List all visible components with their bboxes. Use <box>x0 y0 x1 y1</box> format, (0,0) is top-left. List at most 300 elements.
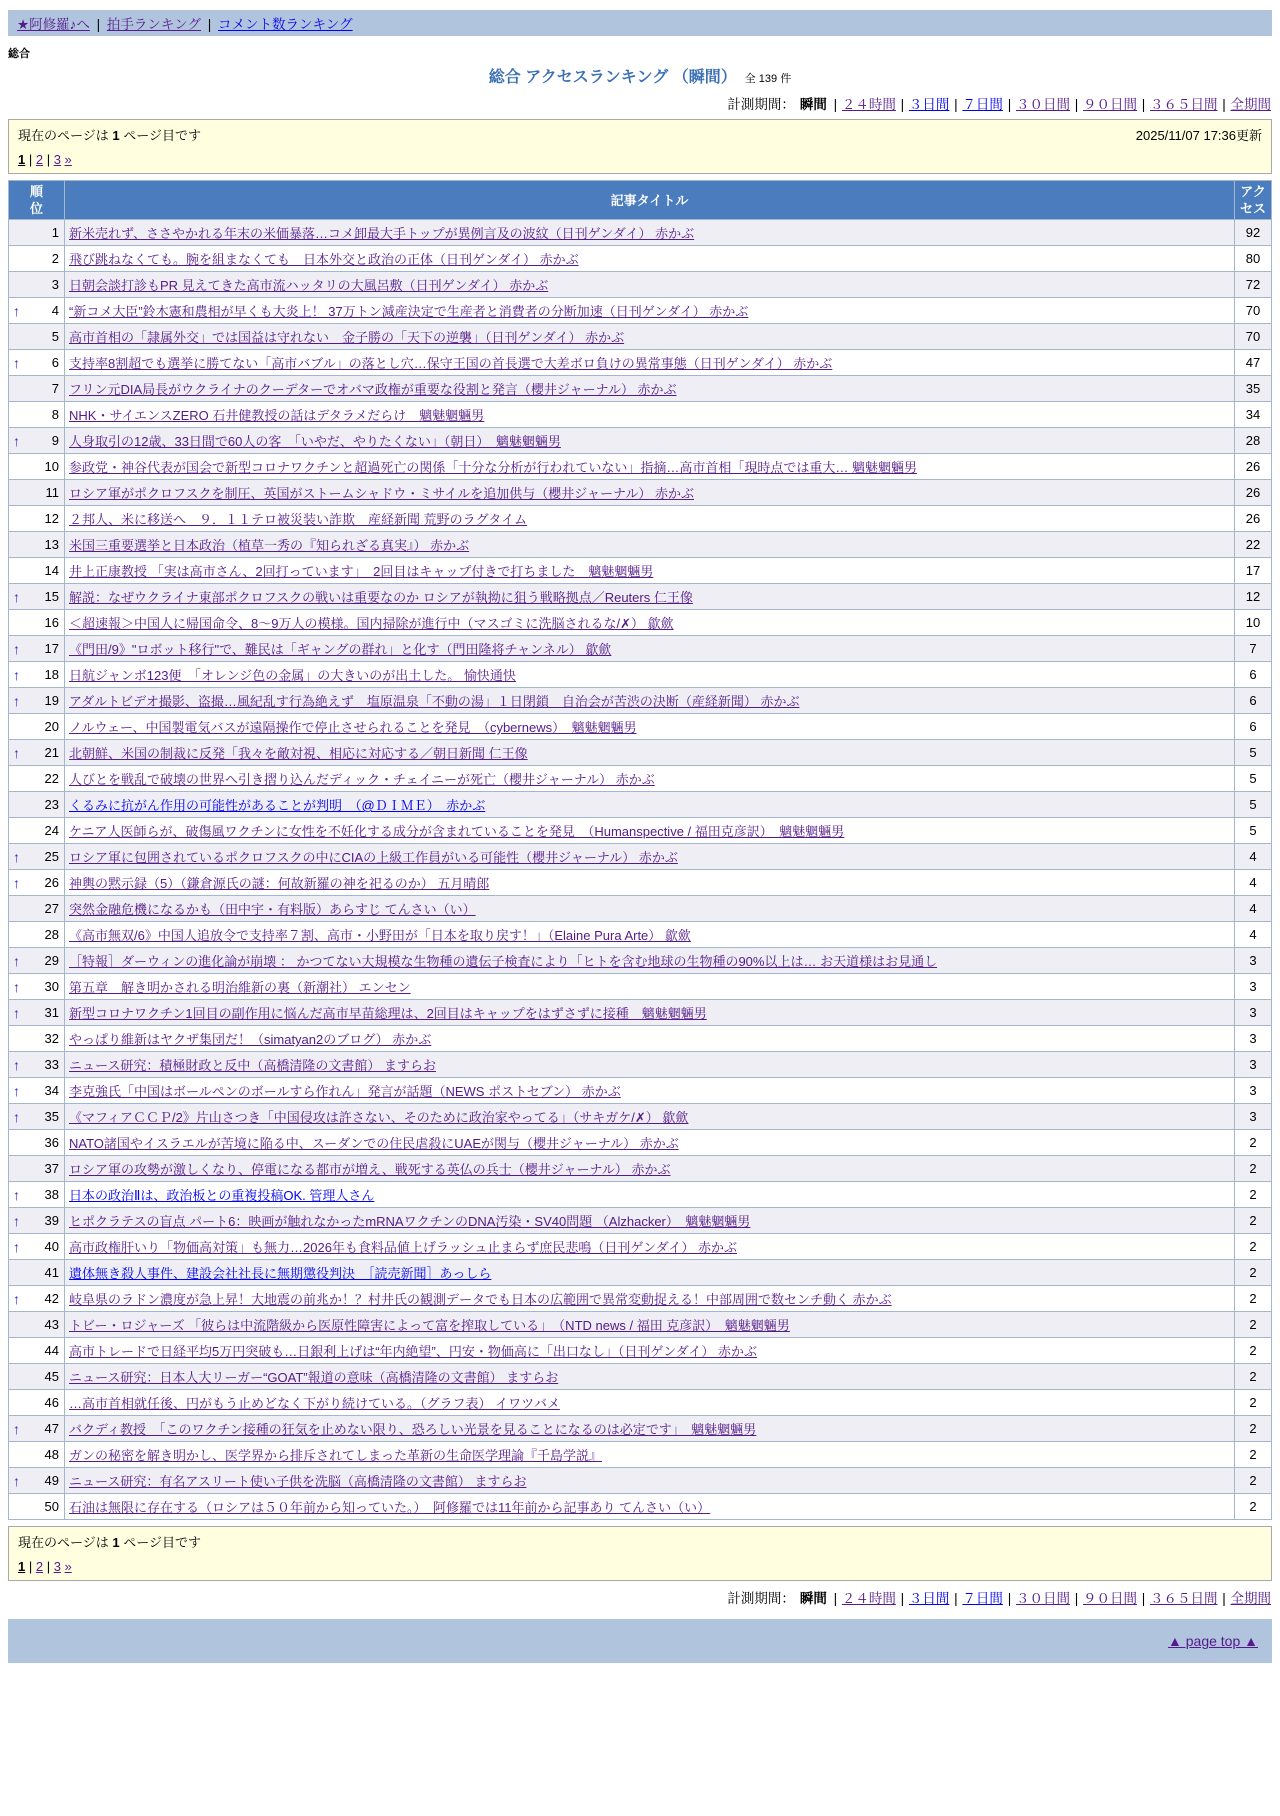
article-title-cell <box>65 558 1235 584</box>
rank-cell <box>9 350 65 376</box>
table-row <box>9 688 1272 714</box>
page-top-link[interactable]: ▲ page top ▲ <box>1168 1633 1258 1649</box>
article-link[interactable]: ニュース研究：積極財政と反中（高橋清隆の文書館） ますらお <box>69 1058 436 1073</box>
article-link[interactable]: 高市政権肝いり「物価高対策」も無力…2026年も食料品値上げラッシュ止まらず庶民悲鳴（日刊ゲンダイ） 赤かぶ <box>69 1240 737 1255</box>
current-page-after: ページ目です <box>119 1535 201 1550</box>
article-link[interactable]: 石油は無限に存在する（ロシアは５０年前から知っていた。） 阿修羅では11年前から記事あり てんさい（い） <box>69 1500 711 1515</box>
table-row <box>9 1104 1272 1130</box>
rank-number: 7 <box>51 381 59 396</box>
table-row <box>9 948 1272 974</box>
article-title-cell <box>65 1286 1235 1312</box>
article-link[interactable]: 米国三重要選挙と日本政治（植草一秀の『知られざる真実』） 赤かぶ <box>69 538 470 553</box>
access-count: 4 <box>1235 896 1272 922</box>
period-link[interactable]: ２４時間 <box>841 97 896 112</box>
article-link[interactable]: ロシア軍の攻勢が激しくなり、停電になる都市が増え、戦死する英仏の兵士（櫻井ジャーナル） 赤かぶ <box>69 1162 671 1177</box>
article-link[interactable]: NATO諸国やイスラエルが苦境に陥る中、スーダンでの住民虐殺にUAEが関与（櫻井ジャーナル） 赤かぶ <box>69 1136 679 1151</box>
article-link[interactable]: くるみに抗がん作用の可能性があることが判明 （@ＤＩＭＥ） 赤かぶ <box>69 798 486 813</box>
article-link[interactable]: ガンの秘密を解き明かし、医学界から排斥されてしまった革新の生命医学理論『千島学説』 <box>69 1448 603 1463</box>
article-link[interactable]: ロシア軍に包囲されているポクロフスクの中にCIAの上級工作員がいる可能性（櫻井ジャーナル） 赤かぶ <box>69 850 678 865</box>
access-count: 80 <box>1235 246 1272 272</box>
access-count: 2 <box>1235 1156 1272 1182</box>
table-row <box>9 532 1272 558</box>
article-title-cell <box>65 1338 1235 1364</box>
rank-number: 17 <box>44 641 59 656</box>
article-link[interactable]: ノルウェー、中国製電気バスが遠隔操作で停止させられることを発見 （cybernews） 魑魅魍魎男 <box>69 720 637 735</box>
rank-cell <box>9 1052 65 1078</box>
rank-number: 25 <box>44 849 59 864</box>
rank-up-icon: ↑ <box>13 952 20 969</box>
current-page-number: 1 <box>112 128 120 143</box>
rank-cell <box>9 1442 65 1468</box>
rank-cell <box>9 948 65 974</box>
table-row <box>9 1156 1272 1182</box>
page-info-box-bottom <box>8 1526 1272 1581</box>
article-title-cell <box>65 1052 1235 1078</box>
table-row <box>9 1312 1272 1338</box>
access-column-header: アク セス <box>1235 181 1272 220</box>
current-page-before: 現在のページは <box>18 128 113 143</box>
rank-up-icon: ↑ <box>13 978 20 995</box>
article-title-cell <box>65 376 1235 402</box>
article-link[interactable]: 人びとを戦乱で破壊の世界へ引き摺り込んだディック・チェイニーが死亡（櫻井ジャーナル） 赤かぶ <box>69 772 655 787</box>
article-link[interactable]: やっぱり維新はヤクザ集団だ！（simatyan2のブログ） 赤かぶ <box>69 1032 432 1047</box>
rank-up-icon: ↑ <box>13 1004 20 1021</box>
article-link[interactable]: 日航ジャンボ123便 「オレンジ色の金属」の大きいのが出土した。 愉快通快 <box>69 668 516 683</box>
access-count: 26 <box>1235 480 1272 506</box>
access-count: 4 <box>1235 844 1272 870</box>
article-link[interactable]: ロシア軍がポクロフスクを制圧、英国がストームシャドウ・ミサイルを追加供与（櫻井ジャーナル） 赤かぶ <box>69 486 695 501</box>
access-count: 3 <box>1235 1052 1272 1078</box>
period-link[interactable]: ３６５日間 <box>1149 1591 1218 1606</box>
access-count: 3 <box>1235 1000 1272 1026</box>
nav-separator: | <box>92 17 104 32</box>
article-title-cell <box>65 584 1235 610</box>
rank-column-header: 順 位 <box>9 181 65 220</box>
table-row <box>9 818 1272 844</box>
period-link[interactable]: ３０日間 <box>1015 1591 1070 1606</box>
table-row <box>9 1052 1272 1078</box>
table-row <box>9 1078 1272 1104</box>
table-row <box>9 636 1272 662</box>
article-link[interactable]: アダルトビデオ撮影、盗撮…風紀乱す行為絶えず 塩原温泉「不動の湯」１日閉鎖 自治会が苦渋の決断（産経新聞） 赤かぶ <box>69 694 800 709</box>
rank-number: 20 <box>44 719 59 734</box>
period-link[interactable]: ７日間 <box>962 1591 1003 1606</box>
rank-cell <box>9 1026 65 1052</box>
access-count: 6 <box>1235 662 1272 688</box>
article-link[interactable]: 新米売れず、ささやかれる年末の米価暴落…コメ卸最大手トップが異例言及の波紋（日刊ゲンダイ） 赤かぶ <box>69 226 695 241</box>
access-count: 10 <box>1235 610 1272 636</box>
article-link[interactable]: 新型コロナワクチン1回目の副作用に悩んだ高市早苗総理は、2回目はキャップをはずさずに接種 魑魅魍魎男 <box>69 1006 707 1021</box>
article-title-cell <box>65 428 1235 454</box>
pagination-current-page: 1 <box>18 1559 26 1574</box>
access-count: 34 <box>1235 402 1272 428</box>
article-link[interactable]: ［特報］ダーウィンの進化論が崩壊 ： かつてない大規模な生物種の遺伝子検査により「ヒトを含む地球の生物種の90%以上は… お天道様はお見通し <box>69 954 938 969</box>
rank-cell <box>9 220 65 246</box>
article-link[interactable]: ヒポクラテスの盲点 パート6：映画が触れなかったmRNAワクチンのDNA汚染・SV40問題 （Alzhacker） 魑魅魍魎男 <box>69 1214 751 1229</box>
rank-number: 50 <box>44 1499 59 1514</box>
article-link[interactable]: 突然金融危機になるかも（田中宇・有料版）あらすじ てんさい（い） <box>69 902 476 917</box>
rank-cell <box>9 1156 65 1182</box>
article-link[interactable]: フリン元DIA局長がウクライナのクーデターでオバマ政権が重要な役割と発言（櫻井ジャーナル） 赤かぶ <box>69 382 677 397</box>
access-count: 3 <box>1235 974 1272 1000</box>
rank-up-icon: ↑ <box>13 692 20 709</box>
article-title-cell <box>65 1208 1235 1234</box>
rank-number: 43 <box>44 1317 59 1332</box>
rank-cell <box>9 272 65 298</box>
article-title-cell <box>65 1130 1235 1156</box>
rank-number: 46 <box>44 1395 59 1410</box>
rank-number: 34 <box>44 1083 59 1098</box>
article-link[interactable]: 人身取引の12歳、33日間で60人の客 「いやだ、やりたくない」（朝日） 魑魅魍魎男 <box>69 434 561 449</box>
rank-number: 47 <box>44 1421 59 1436</box>
access-count: 3 <box>1235 1078 1272 1104</box>
pagination-page-link[interactable]: 2 <box>35 1559 44 1574</box>
table-row <box>9 1234 1272 1260</box>
article-title-cell <box>65 246 1235 272</box>
rank-cell <box>9 1312 65 1338</box>
nav-separator: | <box>203 17 215 32</box>
article-title-cell <box>65 714 1235 740</box>
access-count: 2 <box>1235 1182 1272 1208</box>
rank-cell <box>9 1000 65 1026</box>
period-link[interactable]: ３０日間 <box>1015 97 1070 112</box>
rank-number: 39 <box>44 1213 59 1228</box>
article-title-cell <box>65 1078 1235 1104</box>
access-count: 6 <box>1235 714 1272 740</box>
period-current: 瞬間 <box>799 97 827 112</box>
article-link[interactable]: 遺体無き殺人事件、建設会社社長に無期懲役判決 ［読売新聞］あっしら <box>69 1266 492 1281</box>
period-link[interactable]: ９０日間 <box>1082 97 1137 112</box>
access-count: 28 <box>1235 428 1272 454</box>
rank-cell <box>9 1416 65 1442</box>
ranking-table <box>8 180 1272 1520</box>
rank-cell <box>9 766 65 792</box>
rank-number: 31 <box>44 1005 59 1020</box>
rank-number: 9 <box>51 433 59 448</box>
rank-number: 4 <box>51 303 59 318</box>
article-link[interactable]: 《門田/9》"ロボット移行"で、難民は「ギャングの群れ」と化す（門田隆将チャンネル） 歙歛 <box>69 642 612 657</box>
rank-number: 45 <box>44 1369 59 1384</box>
article-link[interactable]: ケニア人医師らが、破傷風ワクチンに女性を不妊化する成分が含まれていることを発見 （Humanspective / 福田克彦訳） 魑魅魍魎男 <box>69 824 845 839</box>
article-title-cell <box>65 766 1235 792</box>
pagination-page-link[interactable]: 3 <box>53 1559 61 1574</box>
article-link[interactable]: 日朝会談打診もPR 見えてきた高市流ハッタリの大風呂敷（日刊ゲンダイ） 赤かぶ <box>69 278 549 293</box>
rank-up-icon: ↑ <box>13 432 20 449</box>
rank-number: 6 <box>51 355 59 370</box>
rank-cell <box>9 1286 65 1312</box>
access-count: 2 <box>1235 1338 1272 1364</box>
current-page-after: ページ目です <box>119 128 201 143</box>
table-row <box>9 558 1272 584</box>
rank-up-icon: ↑ <box>13 1212 20 1229</box>
rank-cell <box>9 1494 65 1520</box>
rank-cell <box>9 974 65 1000</box>
board-label: 総合 <box>8 48 30 60</box>
table-row <box>9 1130 1272 1156</box>
period-label: 計測期間： <box>727 97 795 112</box>
rank-up-icon: ↑ <box>13 302 20 319</box>
access-count: 5 <box>1235 766 1272 792</box>
table-row <box>9 922 1272 948</box>
table-row <box>9 1364 1272 1390</box>
rank-cell <box>9 1182 65 1208</box>
article-title-cell <box>65 1364 1235 1390</box>
table-row <box>9 610 1272 636</box>
article-title-cell <box>65 896 1235 922</box>
current-page-text <box>18 1532 201 1551</box>
article-link[interactable]: ＜超速報＞中国人に帰国命令、8〜9万人の模様。国内掃除が進行中（マスゴミに洗脳されるな/✗） 歙歛 <box>69 616 674 631</box>
rank-up-icon: ↑ <box>13 354 20 371</box>
table-row <box>9 324 1272 350</box>
rank-cell <box>9 584 65 610</box>
table-row <box>9 662 1272 688</box>
rank-number: 5 <box>51 329 59 344</box>
rank-number: 26 <box>44 875 59 890</box>
table-row <box>9 1182 1272 1208</box>
rank-up-icon: ↑ <box>13 588 20 605</box>
article-title-cell <box>65 1182 1235 1208</box>
rank-number: 16 <box>44 615 59 630</box>
period-link[interactable]: ２４時間 <box>841 1591 896 1606</box>
pagination-current-page: 1 <box>18 152 26 167</box>
article-title-cell <box>65 324 1235 350</box>
rank-cell <box>9 818 65 844</box>
rank-number: 38 <box>44 1187 59 1202</box>
access-count: 2 <box>1235 1494 1272 1520</box>
article-title-cell <box>65 272 1235 298</box>
table-row <box>9 896 1272 922</box>
article-link[interactable]: バクディ教授 「このワクチン接種の狂気を止めない限り、恐ろしい光景を見ることになるのは必定です」 魑魅魍魎男 <box>69 1422 757 1437</box>
table-row <box>9 1026 1272 1052</box>
rank-cell <box>9 1234 65 1260</box>
article-link[interactable]: 日本の政治Ⅱは、政治板との重複投稿OK. 管理人さん <box>69 1188 375 1203</box>
article-link[interactable]: 岐阜県のラドン濃度が急上昇！大地震の前兆か！？村井氏の観測データでも日本の広範囲で異常変動捉える！中部周囲で数センチ動く 赤かぶ <box>69 1292 892 1307</box>
rank-number: 22 <box>44 771 59 786</box>
table-row <box>9 272 1272 298</box>
access-count: 26 <box>1235 506 1272 532</box>
rank-cell <box>9 480 65 506</box>
pagination-bottom: 1 | 2 | 3 » <box>18 1559 72 1574</box>
period-label: 計測期間： <box>727 1591 795 1606</box>
rank-number: 19 <box>44 693 59 708</box>
article-link[interactable]: 神輿の黙示録（5）（鎌倉源氏の謎：何故新羅の神を祀るのか） 五月晴郎 <box>69 876 490 891</box>
rank-cell <box>9 506 65 532</box>
article-link[interactable]: トビー・ロジャーズ 「彼らは中流階級から医原性障害によって富を搾取している」 （NTD news / 福田 克彦訳） 魑魅魍魎男 <box>69 1318 790 1333</box>
pagination-next-link[interactable]: » <box>64 1559 72 1574</box>
article-title-cell <box>65 740 1235 766</box>
rank-cell <box>9 1468 65 1494</box>
access-count: 5 <box>1235 818 1272 844</box>
nav-link-comment-ranking[interactable]: コメント数ランキング <box>218 17 353 32</box>
rank-cell <box>9 1130 65 1156</box>
rank-cell <box>9 324 65 350</box>
article-link[interactable]: ２邦人、米に移送へ ９．１１テロ被災装い詐欺 産経新聞 荒野のラグタイム <box>69 512 528 527</box>
rank-cell <box>9 1338 65 1364</box>
rank-cell <box>9 402 65 428</box>
table-row <box>9 298 1272 324</box>
rank-cell <box>9 298 65 324</box>
period-current: 瞬間 <box>799 1591 827 1606</box>
rank-cell <box>9 1208 65 1234</box>
access-count: 2 <box>1235 1208 1272 1234</box>
rank-number: 32 <box>44 1031 59 1046</box>
article-title-cell <box>65 688 1235 714</box>
article-link[interactable]: 解説：なぜウクライナ東部ポクロフスクの戦いは重要なのか ロシアが執拗に狙う戦略拠点／Reuters 仁王像 <box>69 590 693 605</box>
article-link[interactable]: 高市トレードで日経平均5万円突破も…日銀利上げは“年内絶望”、円安・物価高に「出口なし」（日刊ゲンダイ） 赤かぶ <box>69 1344 757 1359</box>
rank-up-icon: ↑ <box>13 1082 20 1099</box>
article-title-cell <box>65 298 1235 324</box>
period-nav-top: 計測期間： 瞬間 | ２４時間 | ３日間 | ７日間 | ３０日間 | ９０日間 | ３６５日間 | 全期間 <box>727 97 1271 112</box>
rank-number: 21 <box>44 745 59 760</box>
rank-number: 48 <box>44 1447 59 1462</box>
rank-number: 15 <box>44 589 59 604</box>
article-link[interactable]: “新コメ大臣”鈴木憲和農相が早くも大炎上！ 37万トン減産決定で生産者と消費者の分断加速（日刊ゲンダイ） 赤かぶ <box>69 304 749 319</box>
rank-cell <box>9 844 65 870</box>
rank-number: 42 <box>44 1291 59 1306</box>
table-row <box>9 220 1272 246</box>
article-title-cell <box>65 636 1235 662</box>
period-link[interactable]: 全期間 <box>1230 1591 1271 1606</box>
article-link[interactable]: ニュース研究：日本人大リーガー“GOAT”報道の意味（高橋清隆の文書館） ますらお <box>69 1370 559 1385</box>
rank-cell <box>9 1078 65 1104</box>
rank-number: 14 <box>44 563 59 578</box>
article-title-cell <box>65 1156 1235 1182</box>
period-link[interactable]: ３日間 <box>908 97 950 112</box>
updated-timestamp: 2025/11/07 17:36更新 <box>1135 128 1262 143</box>
article-link[interactable]: 井上正康教授 「実は高市さん、2回打っています」 2回目はキャップ付きで打ちました 魑魅魍魎男 <box>69 564 654 579</box>
article-title-cell <box>65 532 1235 558</box>
access-count: 22 <box>1235 532 1272 558</box>
table-row <box>9 766 1272 792</box>
article-title-cell <box>65 1416 1235 1442</box>
access-count: 2 <box>1235 1260 1272 1286</box>
table-row <box>9 1442 1272 1468</box>
rank-up-icon: ↑ <box>13 848 20 865</box>
article-link[interactable]: …高市首相就任後、円がもう止めどなく下がり続けている。（グラフ表） イワツバメ <box>69 1396 560 1411</box>
rank-cell <box>9 246 65 272</box>
access-count: 35 <box>1235 376 1272 402</box>
article-title-cell <box>65 870 1235 896</box>
article-link[interactable]: ニュース研究：有名アスリート使い子供を洗脳（高橋清隆の文書館） ますらお <box>69 1474 527 1489</box>
article-title-cell <box>65 1026 1235 1052</box>
table-row <box>9 714 1272 740</box>
access-count: 2 <box>1235 1130 1272 1156</box>
page-title <box>8 64 1272 87</box>
article-title-cell <box>65 220 1235 246</box>
access-count: 2 <box>1235 1234 1272 1260</box>
pagination-top: 1 | 2 | 3 » <box>18 152 72 167</box>
rank-cell <box>9 662 65 688</box>
access-count: 3 <box>1235 1026 1272 1052</box>
access-count: 2 <box>1235 1442 1272 1468</box>
rank-up-icon: ↑ <box>13 1186 20 1203</box>
period-link[interactable]: ９０日間 <box>1082 1591 1137 1606</box>
rank-number: 10 <box>44 459 59 474</box>
top-nav-bar <box>8 10 1272 36</box>
rank-number: 23 <box>44 797 59 812</box>
pagination-page-link[interactable]: 2 <box>35 152 44 167</box>
access-count: 70 <box>1235 298 1272 324</box>
access-count: 3 <box>1235 948 1272 974</box>
article-title-cell <box>65 974 1235 1000</box>
table-row <box>9 1390 1272 1416</box>
article-title-cell <box>65 1000 1235 1026</box>
table-row <box>9 1260 1272 1286</box>
article-title-cell <box>65 350 1235 376</box>
period-link[interactable]: ３６５日間 <box>1149 97 1218 112</box>
article-title-cell <box>65 1390 1235 1416</box>
table-row <box>9 1000 1272 1026</box>
article-link[interactable]: 高市首相の「隷属外交」では国益は守れない 金子勝の「天下の逆襲」（日刊ゲンダイ） 赤かぶ <box>69 330 625 345</box>
rank-number: 13 <box>44 537 59 552</box>
article-title-cell <box>65 948 1235 974</box>
article-link[interactable]: 飛び跳ねなくても。腕を組まなくても 日本外交と政治の正体（日刊ゲンダイ） 赤かぶ <box>69 252 579 267</box>
access-count: 4 <box>1235 870 1272 896</box>
period-link[interactable]: ３日間 <box>908 1591 950 1606</box>
article-link[interactable]: 第五章 解き明かされる明治維新の裏（新潮社） エンセン <box>69 980 411 995</box>
rank-cell <box>9 740 65 766</box>
rank-up-icon: ↑ <box>13 1056 20 1073</box>
period-link[interactable]: ７日間 <box>962 97 1003 112</box>
access-count: 3 <box>1235 1104 1272 1130</box>
article-link[interactable]: 《高市無双/6》中国人追放令で支持率７割、高市・小野田が「日本を取り戻す！」（Elaine Pura Arte） 歙歛 <box>69 928 691 943</box>
article-link[interactable]: 《マフィアＣＣＰ/2》片山さつき「中国侵攻は許さない、そのために政治家やってる」（サキガケ/✗） 歙歛 <box>69 1110 689 1125</box>
article-title-cell <box>65 1312 1235 1338</box>
pagination-page-link[interactable]: 3 <box>53 152 61 167</box>
pagination-next-link[interactable]: » <box>64 152 72 167</box>
article-title-cell <box>65 792 1235 818</box>
access-count: 72 <box>1235 272 1272 298</box>
rank-number: 35 <box>44 1109 59 1124</box>
rank-cell <box>9 1364 65 1390</box>
article-title-cell <box>65 1104 1235 1130</box>
access-count: 4 <box>1235 922 1272 948</box>
total-count: 全 139 件 <box>744 73 792 85</box>
table-row <box>9 1286 1272 1312</box>
rank-number: 41 <box>44 1265 59 1280</box>
rank-up-icon: ↑ <box>13 744 20 761</box>
rank-cell <box>9 376 65 402</box>
rank-number: 28 <box>44 927 59 942</box>
table-row <box>9 246 1272 272</box>
rank-number: 33 <box>44 1057 59 1072</box>
article-title-cell <box>65 1442 1235 1468</box>
access-count: 26 <box>1235 454 1272 480</box>
rank-number: 12 <box>44 511 59 526</box>
article-link[interactable]: 北朝鮮、米国の制裁に反発「我々を敵対視、相応に対応する／朝日新聞 仁王像 <box>69 746 528 761</box>
article-title-cell <box>65 922 1235 948</box>
nav-link-hakushu-ranking[interactable]: 拍手ランキング <box>106 17 201 32</box>
nav-link-asyura-home[interactable]: ★阿修羅♪へ <box>17 17 90 32</box>
access-count: 17 <box>1235 558 1272 584</box>
article-link[interactable]: NHK・サイエンスZERO 石井健教授の話はデタラメだらけ 魑魅魍魎男 <box>69 408 485 423</box>
period-link[interactable]: 全期間 <box>1230 97 1271 112</box>
access-count: 47 <box>1235 350 1272 376</box>
access-count: 70 <box>1235 324 1272 350</box>
access-count: 2 <box>1235 1286 1272 1312</box>
access-count: 2 <box>1235 1416 1272 1442</box>
table-row <box>9 1338 1272 1364</box>
rank-cell <box>9 636 65 662</box>
article-link[interactable]: 李克強氏「中国はボールペンのボールすら作れん」発言が話題（NEWS ポストセブン） 赤かぶ <box>69 1084 621 1099</box>
article-link[interactable]: 参政党・神谷代表が国会で新型コロナワクチンと超過死亡の関係「十分な分析が行われていない」指摘…高市首相「現時点では重大… 魑魅魍魎男 <box>69 460 917 475</box>
rank-number: 36 <box>44 1135 59 1150</box>
rank-cell <box>9 688 65 714</box>
rank-up-icon: ↑ <box>13 1420 20 1437</box>
article-link[interactable]: 支持率8割超でも選挙に勝てない「高市バブル」の落とし穴…保守王国の首長選で大差ボロ負けの異常事態（日刊ゲンダイ） 赤かぶ <box>69 356 833 371</box>
rank-cell <box>9 922 65 948</box>
article-title-cell <box>65 506 1235 532</box>
